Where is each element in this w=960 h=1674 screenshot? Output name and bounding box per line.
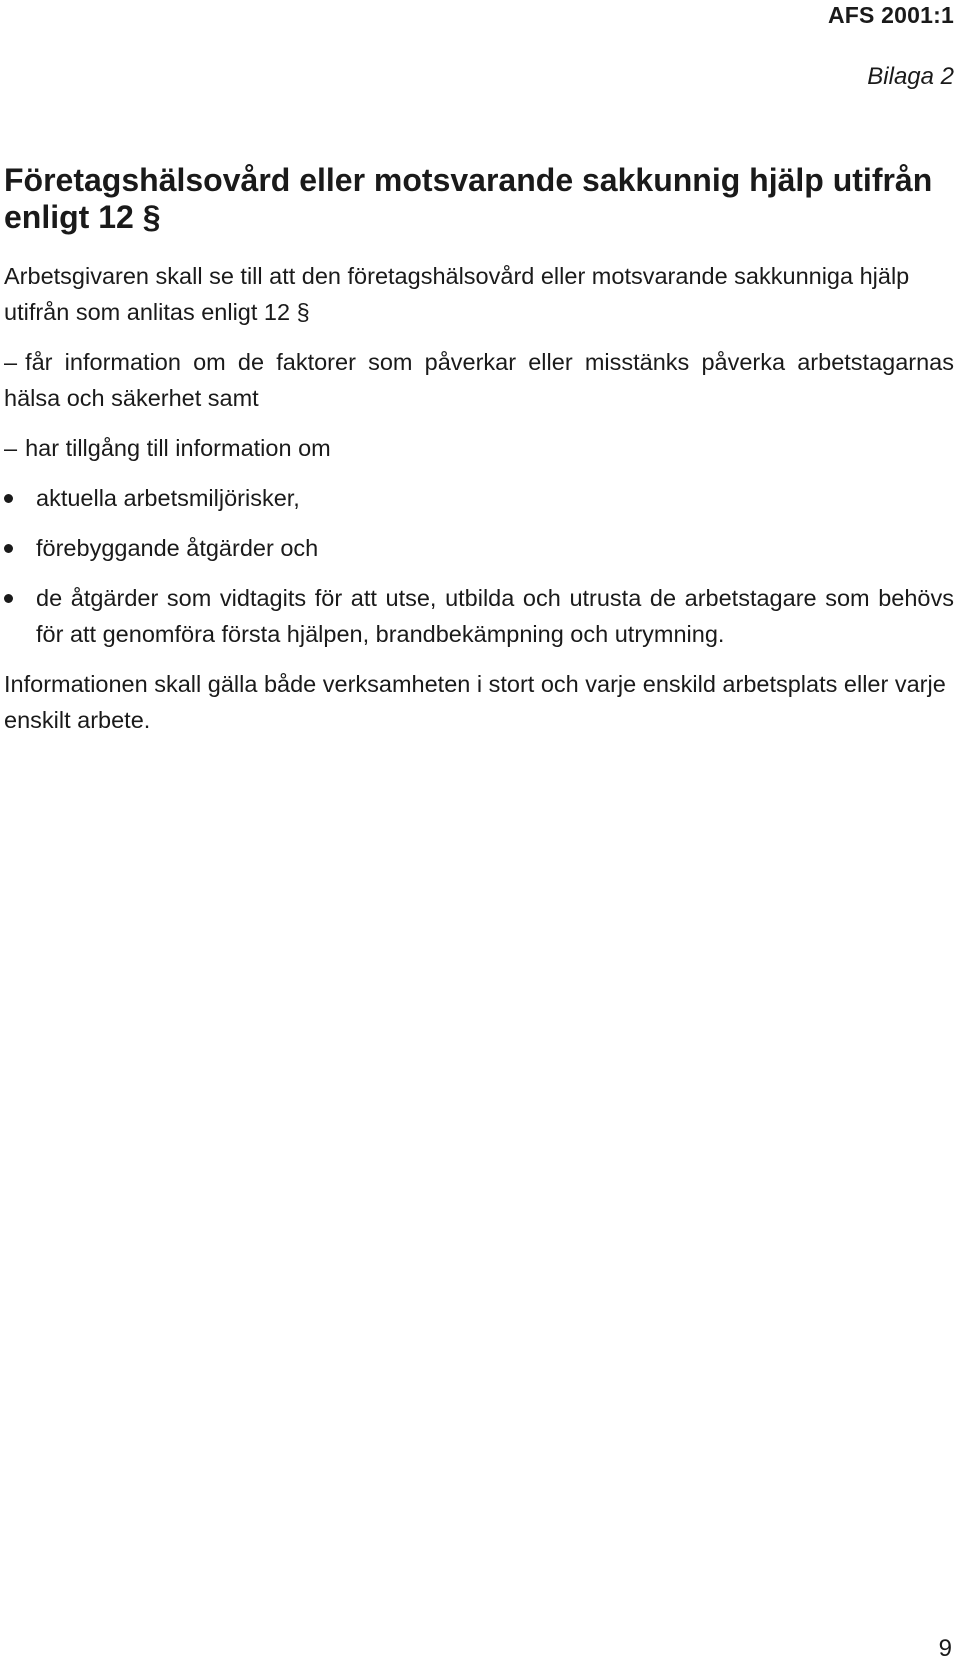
dash-item-text: har tillgång till information om [25,435,331,461]
bullet-item [4,580,954,652]
bullet-icon [4,544,13,553]
bullet-item [4,530,954,566]
bullet-icon [4,594,13,603]
dash-marker: – [4,349,18,375]
bullet-item-text: de åtgärder som vidtagits för att utse, utbilda och utrusta de arbetstagare som behövs för att genomföra första hjälpen, brandbekämpning och utrymning. [36,585,954,647]
page-number: 9 [938,1635,952,1662]
closing-paragraph: Informationen skall gälla både verksamheten i stort och varje enskild arbetsplats eller varje enskilt arbete. [4,671,946,733]
document-body [4,162,954,752]
bullet-icon [4,494,13,503]
dash-item [4,430,954,466]
dash-item [4,344,954,416]
appendix-label: Bilaga 2 [867,63,954,90]
bullet-item [4,480,954,516]
dash-marker: – [4,435,18,461]
bullet-item-text: förebyggande åtgärder och [36,535,319,561]
document-code: AFS 2001:1 [827,2,954,28]
bullet-list [4,480,954,652]
bullet-item-text: aktuella arbetsmiljörisker, [36,485,300,511]
dash-item-text: får information om de faktorer som påverkar eller misstänks påverka arbetstagarnas hälsa och säkerhet samt [4,349,954,411]
intro-paragraph: Arbetsgivaren skall se till att den företagshälsovård eller motsvarande sakkunniga hjälp utifrån som anlitas enligt 12 § [4,263,910,325]
section-title: Företagshälsovård eller motsvarande sakkunnig hjälp utifrån enligt 12 § [4,162,933,235]
